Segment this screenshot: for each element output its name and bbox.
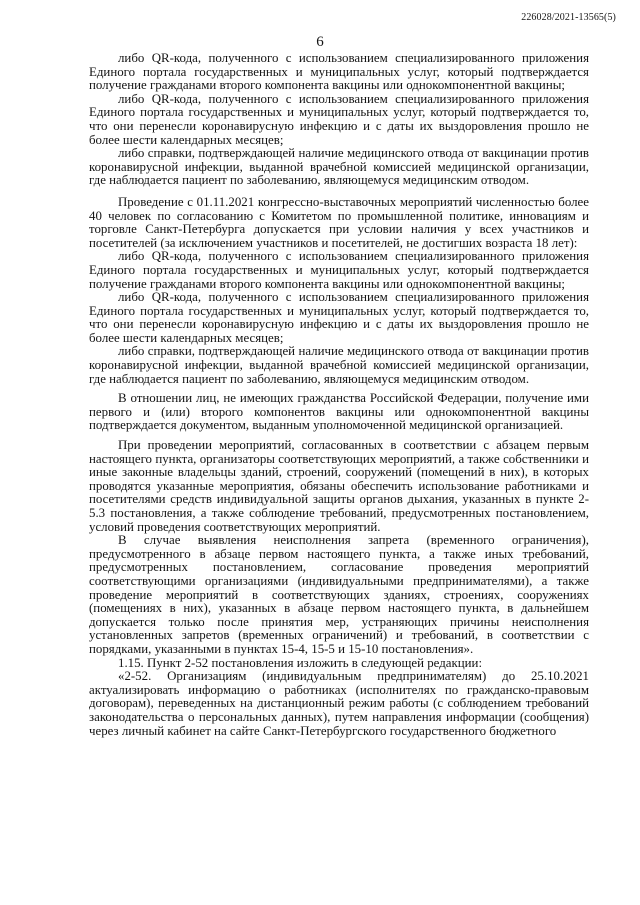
- paragraph-item-1-15: 1.15. Пункт 2-52 постановления изложить в следующей редакции:: [118, 655, 483, 670]
- paragraph-violation-consequences: В случае выявления неисполнения запрета (временного ограничения), предусмотренного в абзаце первом настоящего пункта, а также иных требований, предусмотренных постановлением, согласование проведения мероприятий соответствующими организациями (индивидуальными предпринимателями), а также проведение мероприятий в соответствующих зданиях, строениях, сооружениях (помещениях в них), указанных в абзаце первом настоящего пункта, в дальнейшем допускается только после принятия мер, устраняющих причины неисполнения установленных запретов (временных ограничений) и требований, в соответствии с порядками, указанными в пунктах 15-4, 15-5 и 15-10 постановления».: [89, 533, 589, 656]
- paragraph-foreign-citizens: В отношении лиц, не имеющих гражданства Российской Федерации, получение ими первого и (или) второго компонентов вакцины или однокомпонентной вакцины подтверждается документом, выданным уполномоченной медицинской организацией.: [89, 391, 589, 433]
- paragraph-qr-recovery: либо QR-кода, полученного с использованием специализированного приложения Единого портала государственных и муниципальных услуг, который подтверждается то, что они перенесли коронавирусную инфекцию и с даты их выздоровления прошло не более шести календарных месяцев;: [89, 91, 589, 147]
- paragraph-medical-exemption-2: либо справки, подтверждающей наличие медицинского отвода от вакцинации против коронавирусной инфекции, выданной врачебной комиссией медицинской организации, где наблюдается пациент по заболеванию, являющемуся медицинским отводом.: [89, 344, 589, 386]
- document-body: [89, 52, 589, 738]
- paragraph-qr-recovery-2: либо QR-кода, полученного с использованием специализированного приложения Единого портала государственных и муниципальных услуг, который подтверждается то, что они перенесли коронавирусную инфекцию и с даты их выздоровления прошло не более шести календарных месяцев;: [89, 290, 589, 345]
- document-registration-number: 226028/2021-13565(5): [521, 12, 616, 23]
- page-number: 6: [316, 34, 324, 50]
- paragraph-organizer-obligations: При проведении мероприятий, согласованных в соответствии с абзацем первым настоящего пункта, организаторы соответствующих мероприятий, а также собственники и иные законные владельцы зданий, строений, сооружений (помещений в них), в которых проводятся указанные мероприятия, обязаны обеспечить использование работниками и посетителями средств индивидуальной защиты органов дыхания, указанных в пункте 2-5.3 постановления, а также соблюдение требований, предусмотренных постановлением, условий проведения соответствующих мероприятий.: [89, 438, 589, 534]
- paragraph-congress-events: Проведение с 01.11.2021 конгрессно-выставочных мероприятий численностью более 40 человек по согласованию с Комитетом по промышленной политике, инновациям и торговле Санкт-Петербурга допускается при условии наличия у всех участников и посетителей (за исключением участников и посетителей, не достигших возраста 18 лет):: [89, 194, 589, 250]
- paragraph-medical-exemption: либо справки, подтверждающей наличие медицинского отвода от вакцинации против коронавирусной инфекции, выданной врачебной комиссией медицинской организации, где наблюдается пациент по заболеванию, являющемуся медицинским отводом.: [89, 146, 589, 188]
- paragraph-qr-vaccination: либо QR-кода, полученного с использованием специализированного приложения Единого портала государственных и муниципальных услуг, который подтверждается получение гражданами второго компонента вакцины или однокомпонентной вакцины;: [89, 51, 589, 93]
- paragraph-qr-vaccination-2: либо QR-кода, полученного с использованием специализированного приложения Единого портала государственных и муниципальных услуг, который подтверждается получение гражданами второго компонента вакцины или однокомпонентной вакцины;: [89, 249, 589, 291]
- paragraph-item-2-52: «2-52. Организациям (индивидуальным предпринимателям) до 25.10.2021 актуализировать информацию о работниках (исполнителях по гражданско-правовым договорам), переведенных на дистанционный режим работы (с соблюдением требований законодательства о персональных данных), путем направления информации (сообщения) через личный кабинет на сайте Санкт-Петербургского государственного бюджетного: [89, 669, 589, 738]
